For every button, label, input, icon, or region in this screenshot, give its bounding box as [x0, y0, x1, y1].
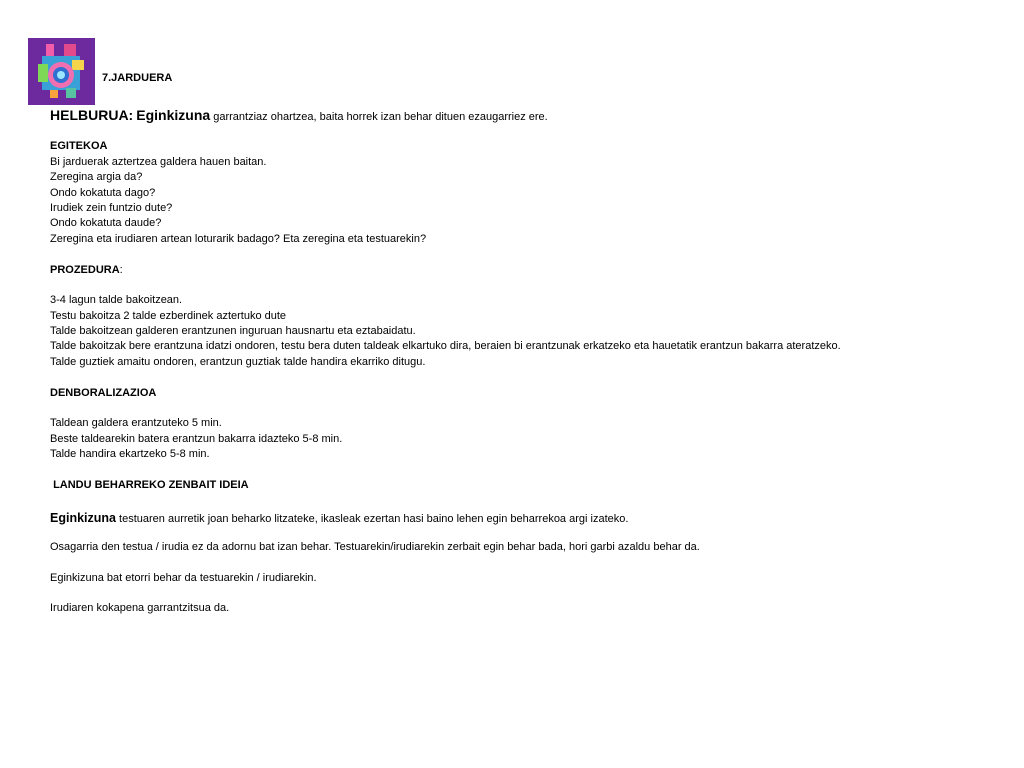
camera-collage-logo-icon — [28, 38, 95, 105]
task-line: Zeregina argia da? — [50, 171, 143, 184]
goal-text: garrantziaz ohartzea, baita horrek izan behar dituen ezaugarriez ere. — [213, 111, 548, 123]
task-line: Ondo kokatuta daude? — [50, 217, 162, 230]
procedure-line: Testu bakoitza 2 talde ezberdinek aztertuko dute — [50, 309, 287, 322]
procedure-line: Talde bakoitzak bere erantzuna idatzi ondoren, testu bera duten taldeak elkartuko dira, beraien bi erantzunak erkatzeko eta hauetatik erantzun bakarra ateratzeko. — [50, 340, 841, 353]
task-line: Irudiek zein funtzio dute? — [50, 201, 173, 214]
task-line: Ondo kokatuta dago? — [50, 186, 156, 199]
task-line: Zeregina eta irudiaren artean loturarik badago? Eta zeregina eta testuarekin? — [50, 232, 427, 245]
timing-heading: DENBORALIZAZIOA — [50, 386, 157, 399]
idea-text: testuaren aurretik joan beharko litzateke, ikasleak ezertan hasi baino lehen egin beharrekoa argi izateko. — [119, 512, 629, 525]
procedure-colon: : — [119, 263, 123, 276]
goal-keyword: Eginkizuna — [136, 107, 211, 123]
goal-line — [50, 106, 1000, 124]
idea-paragraph-2: Osagarria den testua / irudia ez da adornu bat izan behar. Testuarekin/irudiarekin zerbait egin behar bada, hori garbi azaldu behar da. — [50, 540, 700, 553]
timing-line: Talde handira ekartzeko 5-8 min. — [50, 448, 210, 461]
idea-paragraph-1 — [50, 509, 1000, 527]
ideas-heading — [50, 478, 1000, 493]
timing-line: Beste taldearekin batera erantzun bakarra idazteko 5-8 min. — [50, 432, 343, 445]
idea-paragraph-3: Eginkizuna bat etorri behar da testuarekin / irudiarekin. — [50, 571, 317, 584]
idea-keyword: Eginkizuna — [50, 510, 116, 525]
procedure-line: Talde bakoitzean galderen erantzunen inguruan hausnartu eta eztabaidatu. — [50, 325, 416, 338]
activity-title: 7.JARDUERA — [102, 72, 173, 84]
procedure-line: Talde guztiek amaitu ondoren, erantzun guztiak talde handira ekarriko ditugu. — [50, 355, 426, 368]
goal-label: HELBURUA: — [50, 107, 134, 123]
procedure-line: 3-4 lagun talde bakoitzean. — [50, 294, 183, 307]
procedure-heading-line — [50, 263, 1000, 278]
ideas-heading-text: LANDU BEHARREKO ZENBAIT IDEIA — [53, 478, 249, 491]
document-body — [50, 106, 1000, 617]
task-heading: EGITEKOA — [50, 140, 108, 153]
task-line: Bi jarduerak aztertzea galdera hauen baitan. — [50, 155, 267, 168]
idea-paragraph-4: Irudiaren kokapena garrantzitsua da. — [50, 602, 230, 615]
timing-line: Taldean galdera erantzuteko 5 min. — [50, 417, 222, 430]
procedure-heading: PROZEDURA — [50, 263, 120, 276]
